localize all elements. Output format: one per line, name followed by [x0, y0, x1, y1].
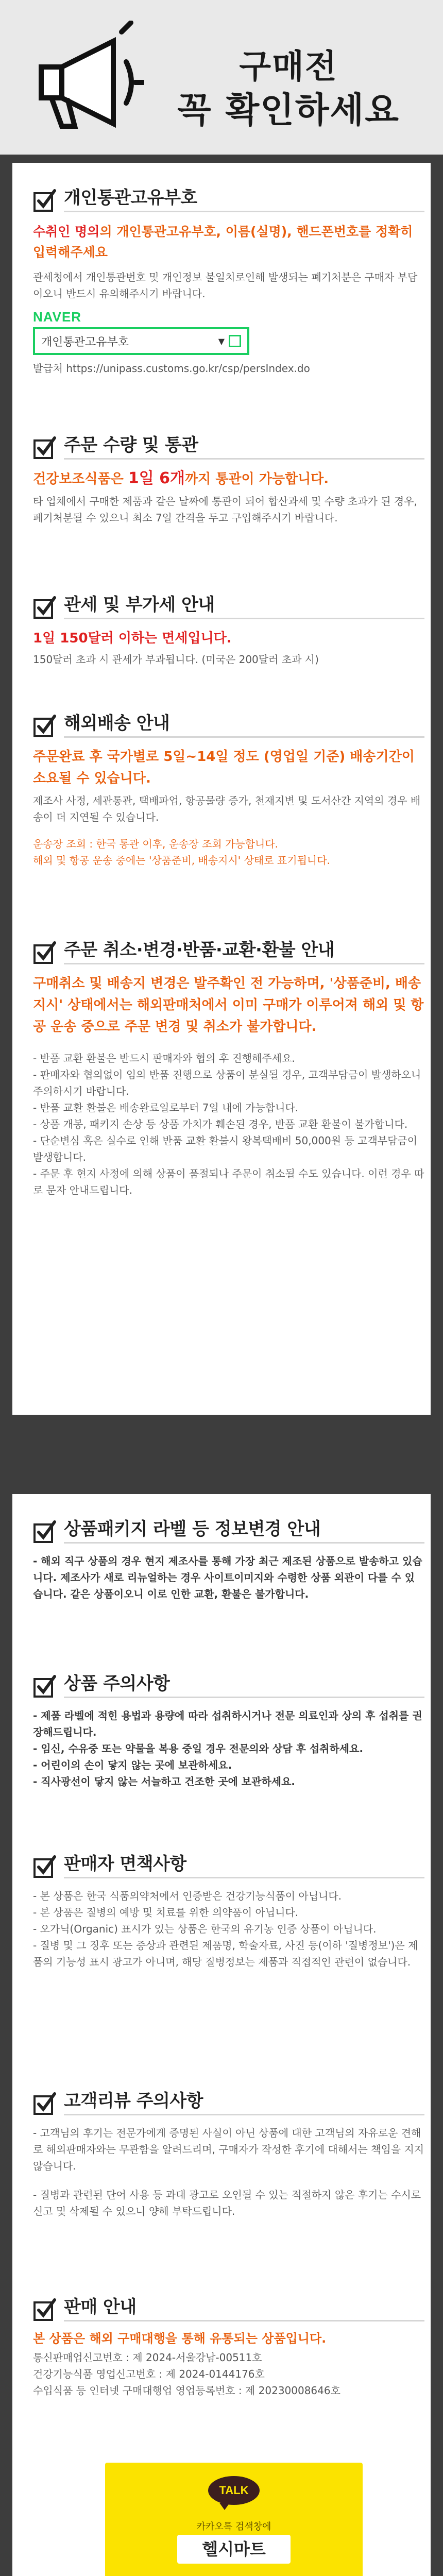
section-cancel-refund [33, 936, 424, 1198]
list-item: - 어린이의 손이 닿지 않는 곳에 보관하세요. [33, 1759, 232, 1771]
list-item: - 제품 라벨에 적힌 용법과 용량에 따라 섭취하시거나 전문 의료인과 상의 후 섭취를 권장해드립니다. [33, 1709, 422, 1738]
kakao-subtitle: 카카오톡 검색창에 [196, 2521, 271, 2532]
section-title: 해외배송 안내 [64, 709, 424, 738]
section-seller-disclaimer [33, 1850, 424, 1970]
section-title: 판매자 면책사항 [64, 1850, 424, 1878]
section-product-caution [33, 1669, 424, 1790]
checkbox-checked-icon [33, 436, 57, 460]
checkbox-checked-icon [33, 1520, 57, 1544]
checkbox-checked-icon [33, 1855, 57, 1878]
checkbox-checked-icon [33, 596, 57, 619]
review-p2: - 질병과 관련된 단어 사용 등 과대 광고로 오인될 수 있는 적절하지 않은 후기는 수시로 신고 및 삭제될 수 있으니 양해 부탁드립니다. [33, 2189, 421, 2217]
section-quantity [33, 431, 424, 526]
list-item: - 주문 후 현지 사정에 의해 상품이 품절되나 주문이 취소될 수도 있습니다. 이런 경우 따로 문자 안내드립니다. [33, 1167, 424, 1196]
section-shipping [33, 709, 424, 869]
section-title: 주문 취소·변경·반품·교환·환불 안내 [64, 936, 424, 964]
checkbox-checked-icon [33, 1674, 57, 1698]
megaphone-icon [21, 21, 144, 134]
section-title: 관세 및 부가세 안내 [64, 590, 424, 619]
naver-search-mock [33, 309, 249, 355]
customs-desc: 관세청에서 개인통관번호 및 개인정보 불일치로인해 발생되는 폐기처분은 구매자 부담이오니 반드시 유의해주시기 바랍니다. [33, 271, 418, 300]
list-item: - 질병 및 그 징후 또는 증상과 관련된 제품명, 학술자료, 사진 등(이하 '질병정보')은 제품의 기능성 표시 광고가 아니며, 해당 질병정보는 제품과 직접적인 관련이 없습니다. [33, 1939, 418, 1968]
cancel-rules-list [33, 1050, 424, 1198]
kakao-channel-name: 헬시마트 [177, 2535, 291, 2564]
disclaimer-list [33, 1888, 424, 1970]
tax-highlight: 1일 150달러 이하는 면세입니다. [33, 631, 232, 646]
section-title: 판매 안내 [64, 2293, 424, 2321]
list-item: - 임신, 수유중 또는 약물을 복용 중일 경우 전문의와 상담 후 섭취하세요. [33, 1742, 364, 1755]
list-item: - 반품 교환 환불은 배송완료일로부터 7일 내에 가능합니다. [33, 1101, 299, 1114]
section-review-caution [33, 2087, 424, 2219]
list-item: - 반품 교환 환불은 반드시 판매자와 협의 후 진행해주세요. [33, 1052, 295, 1064]
quantity-desc: 타 업체에서 구매한 제품과 같은 날짜에 통관이 되어 합산과세 및 수량 초과가 된 경우, 폐기처분될 수 있으니 최소 7일 간격을 두고 구입해주시기 바랍니다. [33, 495, 417, 524]
checkbox-checked-icon [33, 2092, 57, 2115]
kakao-talk-banner [105, 2463, 363, 2576]
chevron-down-icon: ▼ [218, 336, 225, 346]
customs-notice: 수취인 명의의 개인통관고유부호, 이름(실명), 핸드폰번호를 정확히 입력해주세요 [33, 224, 413, 260]
section-label-change [33, 1515, 424, 1602]
list-item: - 상품 개봉, 패키지 손상 등 상품 가치가 훼손된 경우, 반품 교환 환불이 불가합니다. [33, 1118, 408, 1130]
section-customs-id [33, 183, 424, 377]
ryan-character-icon [203, 2569, 265, 2576]
hero-title-line2: 꼭 확인하세요 [177, 90, 400, 131]
section-title: 상품패키지 라벨 등 정보변경 안내 [64, 1515, 424, 1544]
list-item: - 단순변심 혹은 실수로 인해 반품 교환 환불시 왕복택배비 50,000원 등 고객부담금이 발생합니다. [33, 1134, 418, 1163]
hero-banner [0, 0, 443, 155]
shipping-desc: 제조사 사정, 세관통관, 택배파업, 항공물량 증가, 천재지변 및 도서산간 지역의 경우 배송이 더 지연될 수 있습니다. [33, 794, 421, 823]
info-card-top [12, 163, 431, 1415]
shipping-highlight: 주문완료 후 국가별로 5일~14일 정도 (영업일 기준) 배송기간이 소요될 수 있습니다. [33, 749, 415, 786]
section-title: 개인통관고유부호 [64, 183, 424, 212]
kakao-talk-logo: TALK [208, 2476, 260, 2505]
review-p1: - 고객님의 후기는 전문가에게 증명된 사실이 아닌 상품에 대한 고객님의 자유로운 견해로 해외판매자와는 무관함을 알려드리며, 구매자가 작성한 후기에 대해서는 책임을 지지 않습니다. [33, 2127, 424, 2172]
list-item: - 직사광선이 닿지 않는 서늘하고 건조한 곳에 보관하세요. [33, 1775, 295, 1788]
info-card-bottom [12, 1494, 431, 2576]
list-item: - 본 상품은 질병의 예방 및 치료를 위한 의약품이 아닙니다. [33, 1906, 299, 1919]
list-item: - 판매자와 협의없이 임의 반품 진행으로 상품이 분실될 경우, 고객부담금이 발생하오니 주의하시기 바랍니다. [33, 1069, 421, 1097]
caution-list [33, 1707, 424, 1790]
section-tax [33, 590, 424, 668]
quantity-highlight: 건강보조식품은 1일 6개까지 통관이 가능합니다. [33, 469, 329, 487]
sale-highlight: 본 상품은 해외 구매대행을 통해 유통되는 상품입니다. [33, 2331, 327, 2346]
shipping-note-tracking: 운송장 조회 : 한국 통관 이후, 운송장 조회 가능합니다. [33, 838, 279, 850]
cancel-highlight: 구매취소 및 배송지 변경은 발주확인 전 가능하며, '상품준비, 배송지시' 상태에서는 해외판매처에서 이미 구매가 이루어져 해외 및 항공 운송 중으로 주문 변경 및 취소가 불가합니다. [33, 976, 424, 1035]
list-item: - 오가닉(Organic) 표시가 있는 상품은 한국의 유기농 인증 상품이 아닙니다. [33, 1923, 377, 1935]
search-button-icon [229, 335, 241, 347]
section-sale-info [33, 2293, 424, 2399]
label-change-desc: - 해외 직구 상품의 경우 현지 제조사를 통해 가장 최근 제조된 상품으로 발송하고 있습니다. 제조사가 새로 리뉴얼하는 경우 사이트이미지와 수령한 상품 외관이 다를 수 있습니다. 같은 상품이오니 이로 인한 교환, 환불은 불가합니다. [33, 1555, 422, 1600]
checkbox-checked-icon [33, 189, 57, 212]
list-item: - 본 상품은 한국 식품의약처에서 인증받은 건강기능식품이 아닙니다. [33, 1890, 342, 1902]
sale-line: 건강기능식품 영업신고번호 : 제 2024-0144176호 [33, 2368, 265, 2380]
section-title: 주문 수량 및 통관 [64, 431, 424, 460]
tax-desc: 150달러 초과 시 관세가 부과됩니다. (미국은 200달러 초과 시) [33, 653, 319, 666]
section-title: 고객리뷰 주의사항 [64, 2087, 424, 2115]
sale-line: 통신판매업신고번호 : 제 2024-서울강남-00511호 [33, 2351, 262, 2364]
section-title: 상품 주의사항 [64, 1669, 424, 1698]
checkbox-checked-icon [33, 941, 57, 964]
shipping-note-status: 해외 및 항공 운송 중에는 '상품준비, 배송지시' 상태로 표기됩니다. [33, 854, 330, 867]
checkbox-checked-icon [33, 714, 57, 738]
checkbox-checked-icon [33, 2298, 57, 2321]
naver-search-input: 개인통관고유부호 ▼ [33, 327, 249, 355]
customs-issue-url: 발급처 https://unipass.customs.go.kr/csp/persIndex.do [33, 362, 310, 375]
sale-line: 수입식품 등 인터넷 구매대행업 영업등록번호 : 제 20230008646호 [33, 2384, 340, 2397]
hero-title-line1: 구매전 [239, 48, 338, 86]
naver-logo: NAVER [33, 309, 82, 325]
